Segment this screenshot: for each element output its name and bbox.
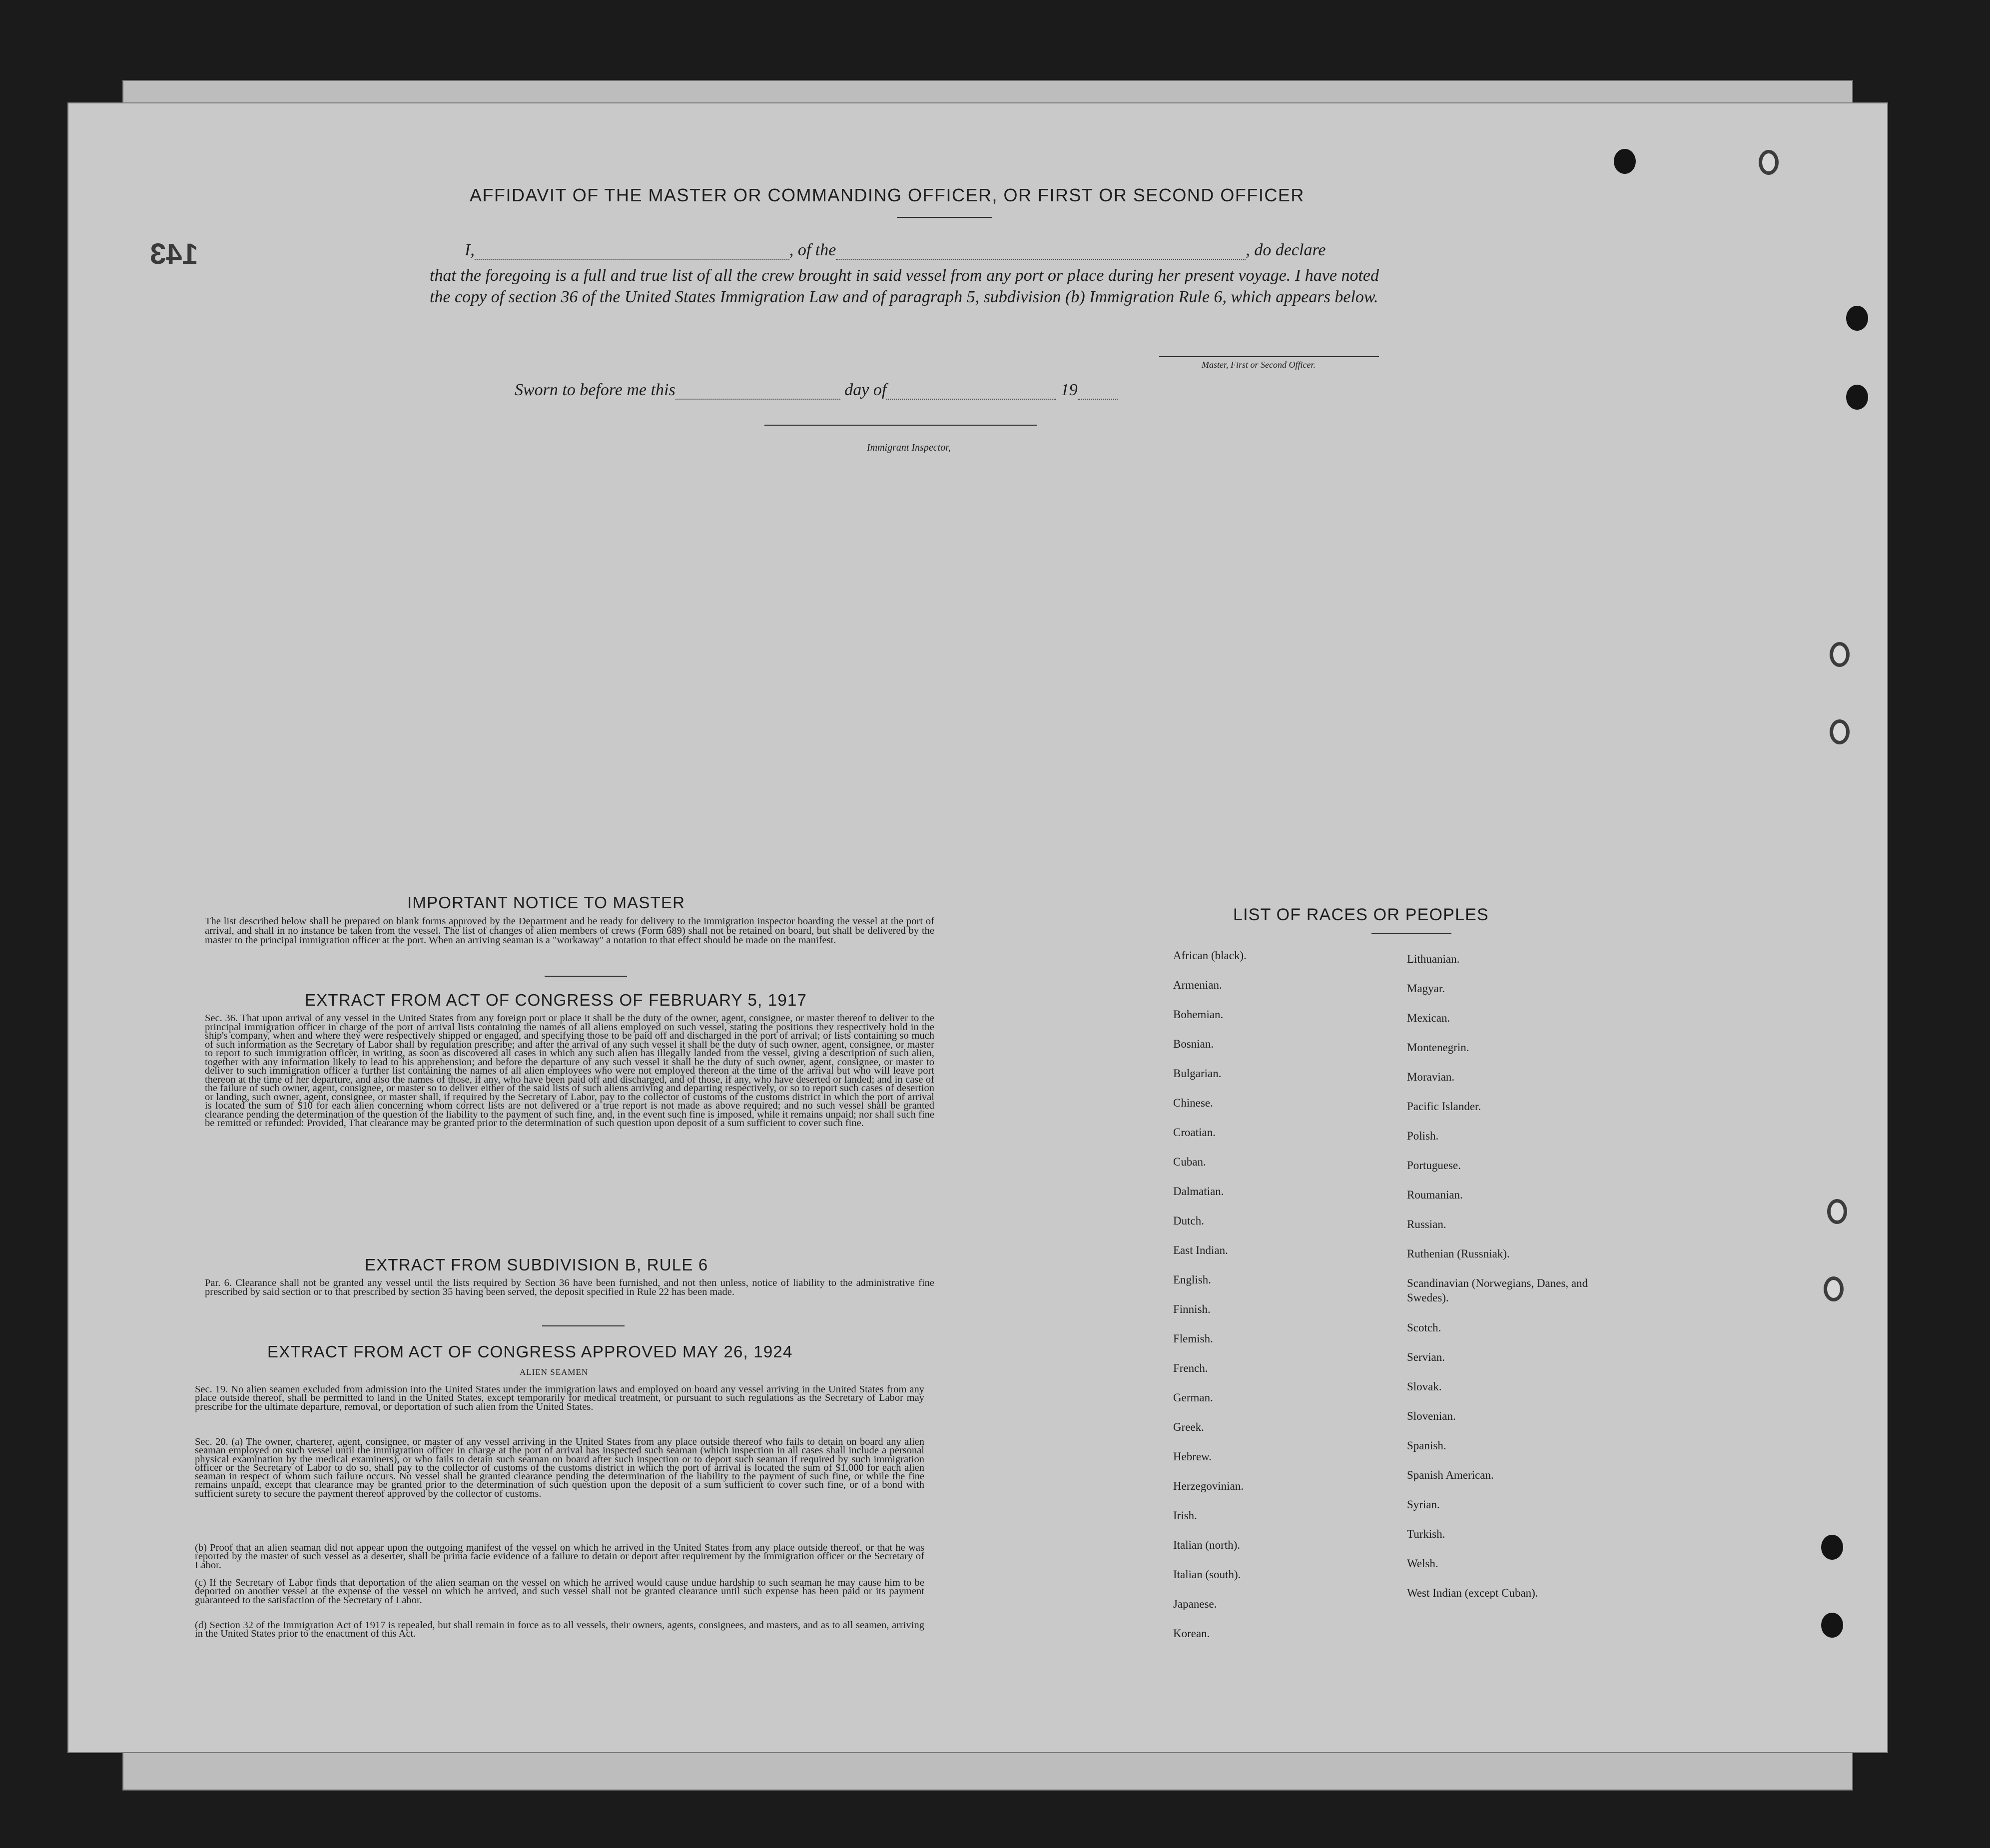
race-item: German. [1173,1391,1213,1404]
race-item: Italian (north). [1173,1539,1241,1551]
affidavit-title-rule [897,217,992,218]
extract-1924-sec20d: (d) Section 32 of the Immigration Act of 1917 is repealed, but shall remain in force as to all vessels, their owners, agents, consignees, and masters, and as to all seamen, arriving in the United States prior to the enactment of this Act. [195,1620,924,1640]
race-item: Armenian. [1173,979,1222,991]
race-item: African (black). [1173,949,1247,962]
notice-title: IMPORTANT NOTICE TO MASTER [407,893,685,912]
vessel-prefix: , of the [789,241,836,259]
race-item: Hebrew. [1173,1450,1212,1463]
binder-hole-icon [1614,149,1636,174]
declare-suffix: , do declare [1246,241,1326,259]
binder-hole-icon [1821,1535,1843,1560]
race-item: Portuguese. [1407,1159,1461,1172]
race-item: Croatian. [1173,1126,1216,1139]
binder-ring-hole-icon [1827,1199,1847,1224]
race-item: Lithuanian. [1407,953,1460,965]
year-prefix: 19 [1060,381,1078,399]
races-title: LIST OF RACES OR PEOPLES [1233,905,1489,924]
race-item: Magyar. [1407,982,1445,995]
extract-1924-subtitle: ALIEN SEAMEN [520,1367,589,1377]
sworn-day-field[interactable] [675,399,840,400]
races-list-right [1407,952,1592,1615]
race-item: Polish. [1407,1130,1439,1142]
extract-rule6-title: EXTRACT FROM SUBDIVISION B, RULE 6 [365,1255,708,1274]
race-item: English. [1173,1273,1212,1286]
binder-ring-hole-icon [1830,642,1850,667]
declarant-name-field[interactable] [475,259,789,260]
binder-hole-icon [1846,306,1868,331]
extract-rule6-body: Par. 6. Clearance shall not be granted any vessel until the lists required by Section 36 have been furnished, and not then unless, notice of liability to the administrative fine prescribed by said section or to that prescribed by section 35 having been served, the deposit specified in Rule 22 has been made. [205,1277,934,1297]
binder-hole-icon [1821,1613,1843,1638]
race-item: Roumanian. [1407,1189,1463,1201]
signature-line[interactable] [1159,356,1379,357]
races-list-left [1173,948,1338,1656]
race-item: Russian. [1407,1218,1446,1231]
notice-body: The list described below shall be prepared on blank forms approved by the Department and be ready for delivery to the immigration inspector boarding the vessel at the port of arrival, and shall in no instance be taken from the vessel. The list of changes of alien members of crews (Form 689) shall not be retained on board, but shall be delivered by the master to the principal immigration officer at the port. When an arriving seaman is a "workaway" a notation to that effect should be made on the manifest. [205,916,934,946]
race-item: Scotch. [1407,1321,1441,1334]
race-item: Flemish. [1173,1332,1213,1345]
race-item: French. [1173,1362,1208,1374]
race-item: Welsh. [1407,1557,1438,1570]
race-item: Irish. [1173,1509,1197,1522]
inspector-label: Immigrant Inspector, [867,442,951,453]
sworn-month-field[interactable] [886,399,1056,400]
race-item: Turkish. [1407,1528,1445,1540]
declarant-prefix: I, [465,241,475,259]
race-item: West Indian (except Cuban). [1407,1587,1538,1599]
sworn-text: Sworn to before me this [515,381,675,399]
binder-ring-hole-icon [1830,719,1850,744]
race-item: Korean. [1173,1627,1210,1640]
race-item: Japanese. [1173,1598,1217,1610]
sworn-year-field[interactable] [1078,399,1118,400]
binder-ring-hole-icon [1824,1276,1844,1301]
race-item: Greek. [1173,1421,1204,1433]
affidavit-title: AFFIDAVIT OF THE MASTER OR COMMANDING OFFICER, OR FIRST OR SECOND OFFICER [470,185,1305,205]
race-item: Mexican. [1407,1012,1450,1024]
race-item: Spanish American. [1407,1469,1494,1481]
extract-1924-sec20a: Sec. 20. (a) The owner, charterer, agent, consignee, or master of any vessel arriving in the United States from any place outside thereof who fails to detain on board any alien seaman employed on such vessel until the immigration officer in charge at the port of arrival has inspected such seaman (which inspection in all cases shall include a personal physical examination by the medical examiners), or who fails to detain such seaman on board after such inspection or to deport such seaman if required by such immigration officer or the Secretary of Labor to do so, shall pay to the collector of customs of the customs district in which the port of arrival is located the sum of $1,000 for each alien seaman in respect of whom such failure occurs. No vessel shall be granted clearance pending the determination of the liability to the payment of such fine, or while the fine remains unpaid, except that clearance may be granted prior to the determination of such question upon the deposit of a sum sufficient to cover such fine, or of a bond with sufficient surety to secure the payment thereof approved by the collector of customs. [195,1436,924,1499]
race-item: Servian. [1407,1351,1445,1363]
race-item: Bosnian. [1173,1038,1214,1050]
race-item: Pacific Islander. [1407,1100,1481,1113]
race-item: Spanish. [1407,1439,1446,1452]
race-item: East Indian. [1173,1244,1228,1256]
vessel-name-field[interactable] [836,259,1246,260]
races-title-rule [1371,933,1451,934]
rule6-divider [542,1325,625,1326]
race-item: Montenegrin. [1407,1041,1469,1054]
race-item: Syrian. [1407,1498,1440,1511]
race-item: Slovenian. [1407,1410,1456,1422]
affidavit-declaration-line [465,241,1326,260]
race-item: Cuban. [1173,1156,1206,1168]
race-item: Bohemian. [1173,1008,1224,1021]
notice-divider [545,976,627,977]
race-item: Italian (south). [1173,1568,1241,1581]
binder-ring-hole-icon [1759,150,1779,175]
extract-1924-sec19: Sec. 19. No alien seamen excluded from admission into the United States under the immigration laws and employed on board any vessel arriving in the United States from any place outside thereof, shall be permitted to land in the United States, except temporarily for medical treatment, or pursuant to such regulations as the Secretary of Labor may prescribe for the ultimate departure, removal, or deportation of such alien from the United States. [195,1384,924,1412]
race-item: Herzegovinian. [1173,1480,1244,1492]
race-item: Dalmatian. [1173,1185,1224,1198]
extract-1924-sec20c: (c) If the Secretary of Labor finds that deportation of the alien seaman on the vessel on which he arrived would cause undue hardship to such seaman he may cause him to be deported on another vessel at the expense of the vessel on which he arrived, and such vessel shall not be granted clearance until such expense has been paid or its payment guaranteed to the satisfaction of the Secretary of Labor. [195,1577,924,1606]
binder-hole-icon [1846,385,1868,410]
extract-1917-body: Sec. 36. That upon arrival of any vessel in the United States from any foreign port or place it shall be the duty of the owner, agent, consignee, or master thereof to deliver to the principal immigration officer in charge of the port of arrival lists containing the names of all aliens employed on such vessel, stating the positions they respectively hold in the ship's company, when and where they were respectively shipped or engaged, and specifying those to be paid off and discharged in the port of arrival; or lists containing so much of such information as the Secretary of Labor shall by regulation prescribe; and after the arrival of any such vessel it shall be the duty of such owner, agent, consignee, or master to report to such immigration officer, in writing, as soon as discovered all cases in which any such alien has illegally landed from the vessel, giving a description of such alien, together with any information likely to lead to his apprehension; and before the departure of any such vessel it shall be the duty of such owner, agent, consignee, or master to deliver to such immigration officer a further list containing the names of all alien employees who were not employed thereon at the time of the arrival but who will leave port thereon at the time of her departure, and also the names of those, if any, who have been paid off and discharged, and of those, if any, who have deserted or landed; and in case of the failure of such owner, agent, consignee, or master so to deliver either of the said lists of such aliens arriving and departing respectively, or so to report such cases of desertion or landing, such owner, agent, consignee, or master shall, if required by the Secretary of Labor, pay to the collector of customs of the customs district in which the port of arrival is located the sum of $10 for each alien concerning whom correct lists are not delivered or a true report is not made as above required; and no such vessel shall be granted clearance pending the determination of the question of the liability to the payment of such fine, and, in the event such fine is imposed, while it remains unpaid; nor shall such fine be remitted or refunded: Provided, That clearance may be granted prior to the determination of such question upon deposit of a sum sufficient to cover such fine. [205,1013,934,1129]
race-item: Chinese. [1173,1097,1213,1109]
race-item: Moravian. [1407,1071,1455,1083]
signature-label: Master, First or Second Officer. [1202,360,1316,370]
race-item: Scandinavian (Norwegians, Danes, and Swedes). [1407,1277,1588,1304]
sworn-line [515,381,1118,400]
race-item: Slovak. [1407,1380,1442,1393]
race-item: Ruthenian (Russniak). [1407,1247,1510,1260]
affidavit-statement: that the foregoing is a full and true list of all the crew brought in said vessel from any port or place during her present voyage. I have noted the copy of section 36 of the United States Immigration Law and of paragraph 5, subdivision (b) Immigration Rule 6, which appears below. [430,266,1379,306]
extract-1917-title: EXTRACT FROM ACT OF CONGRESS OF FEBRUARY 5, 1917 [305,991,807,1009]
race-item: Finnish. [1173,1303,1211,1315]
inspector-signature-line[interactable] [764,425,1037,426]
extract-1924-title: EXTRACT FROM ACT OF CONGRESS APPROVED MAY 26, 1924 [267,1342,793,1361]
race-item: Dutch. [1173,1215,1204,1227]
race-item: Bulgarian. [1173,1067,1222,1080]
extract-1924-sec20b: (b) Proof that an alien seaman did not appear upon the outgoing manifest of the vessel on which he arrived in the United States from any place outside thereof, or that he was reported by the master of such vessel as a deserter, shall be prima facie evidence of a failure to detain or deport after requirement by the immigration officer or the Secretary of Labor. [195,1542,924,1571]
day-of-text: day of [844,381,887,399]
margin-page-number: 143 [150,238,198,270]
